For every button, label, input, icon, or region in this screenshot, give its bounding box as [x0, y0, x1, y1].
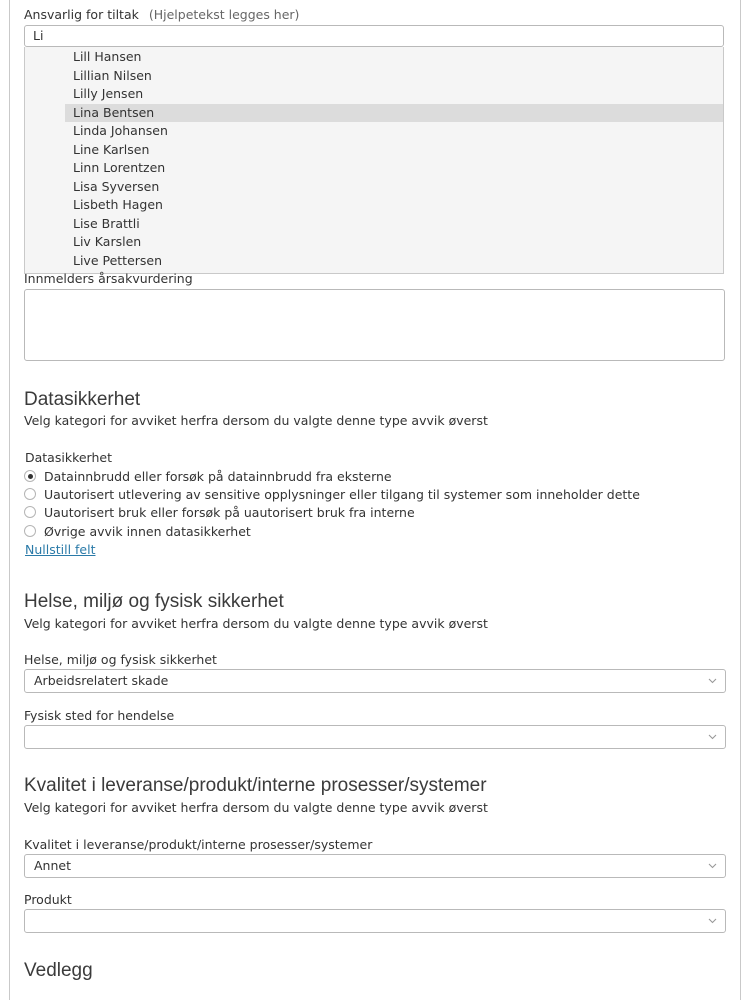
datasecurity-option[interactable] — [24, 522, 251, 540]
suggestion-item[interactable]: Linn Lorentzen — [73, 160, 166, 175]
responsible-field-label — [24, 7, 299, 22]
radio-button[interactable] — [24, 488, 36, 500]
datasecurity-option-label: Øvrige avvik innen datasikkerhet — [44, 523, 251, 539]
suggestion-item[interactable]: Lisbeth Hagen — [73, 197, 163, 212]
cause-assessment-label: Innmelders årsakvurdering — [24, 271, 193, 286]
datasecurity-title: Datasikkerhet — [24, 389, 141, 410]
suggestion-item[interactable]: Lina Bentsen — [65, 104, 723, 123]
frame-border-right — [740, 0, 741, 1000]
suggestion-item[interactable]: Lise Brattli — [73, 215, 140, 231]
hse-subtitle: Velg kategori for avviket herfra dersom du valgte denne type avvik øverst — [24, 616, 488, 631]
responsible-helptext: (Hjelpetekst legges her) — [148, 7, 300, 22]
quality-subtitle: Velg kategori for avviket herfra dersom du valgte denne type avvik øverst — [24, 800, 488, 815]
suggestion-item[interactable]: Liv Karslen — [73, 234, 142, 249]
radio-button[interactable] — [24, 525, 36, 537]
chevron-down-icon — [708, 734, 717, 740]
suggestion-item[interactable]: Lisa Syversen — [73, 178, 160, 194]
datasecurity-option[interactable] — [24, 485, 640, 503]
datasecurity-option[interactable] — [24, 503, 415, 521]
radio-button[interactable] — [24, 470, 36, 482]
responsible-input[interactable]: Li — [24, 25, 724, 47]
suggestion-item[interactable]: Lilly Jensen — [73, 86, 144, 101]
product-label: Produkt — [24, 892, 72, 907]
datasecurity-option-label: Uautorisert utlevering av sensitive opplysninger eller tilgang til systemer som inneholder dette — [44, 486, 640, 502]
hse-category-label: Helse, miljø og fysisk sikkerhet — [24, 652, 217, 667]
quality-category-label: Kvalitet i leveranse/produkt/interne prosesser/systemer — [24, 837, 373, 852]
reset-field-link[interactable]: Nullstill felt — [25, 542, 96, 557]
suggestion-item[interactable]: Lillian Nilsen — [73, 67, 152, 83]
datasecurity-subtitle: Velg kategori for avviket herfra dersom du valgte denne type avvik øverst — [24, 413, 488, 428]
hse-category-select[interactable] — [24, 669, 726, 693]
suggestion-item[interactable]: Linda Johansen — [73, 123, 168, 138]
datasecurity-option-label: Uautorisert bruk eller forsøk på uautorisert bruk fra interne — [44, 504, 415, 520]
frame-border-left — [9, 0, 10, 1000]
hse-location-label: Fysisk sted for hendelse — [24, 708, 175, 723]
hse-location-select[interactable] — [24, 725, 726, 749]
product-select[interactable] — [24, 909, 726, 933]
quality-category-select[interactable] — [24, 854, 726, 878]
hse-title: Helse, miljø og fysisk sikkerhet — [24, 591, 284, 612]
suggestion-item[interactable]: Live Pettersen — [73, 252, 163, 268]
quality-category-value: Annet — [34, 858, 71, 873]
chevron-down-icon — [708, 863, 717, 869]
suggestion-item[interactable]: Line Karlsen — [73, 141, 150, 157]
suggestion-item[interactable]: Lill Hansen — [73, 49, 142, 64]
hse-category-value: Arbeidsrelatert skade — [34, 673, 169, 688]
chevron-down-icon — [708, 918, 717, 924]
datasecurity-field-label: Datasikkerhet — [25, 450, 112, 465]
responsible-suggestion-list — [24, 47, 724, 274]
datasecurity-option-label: Datainnbrudd eller forsøk på datainnbrudd fra eksterne — [44, 468, 392, 484]
responsible-label: Ansvarlig for tiltak — [24, 7, 139, 22]
cause-assessment-textarea[interactable] — [24, 289, 725, 361]
attachments-title: Vedlegg — [24, 960, 93, 981]
quality-title: Kvalitet i leveranse/produkt/interne prosesser/systemer — [24, 775, 487, 796]
radio-button[interactable] — [24, 506, 36, 518]
chevron-down-icon — [708, 678, 717, 684]
datasecurity-option[interactable] — [24, 467, 392, 485]
